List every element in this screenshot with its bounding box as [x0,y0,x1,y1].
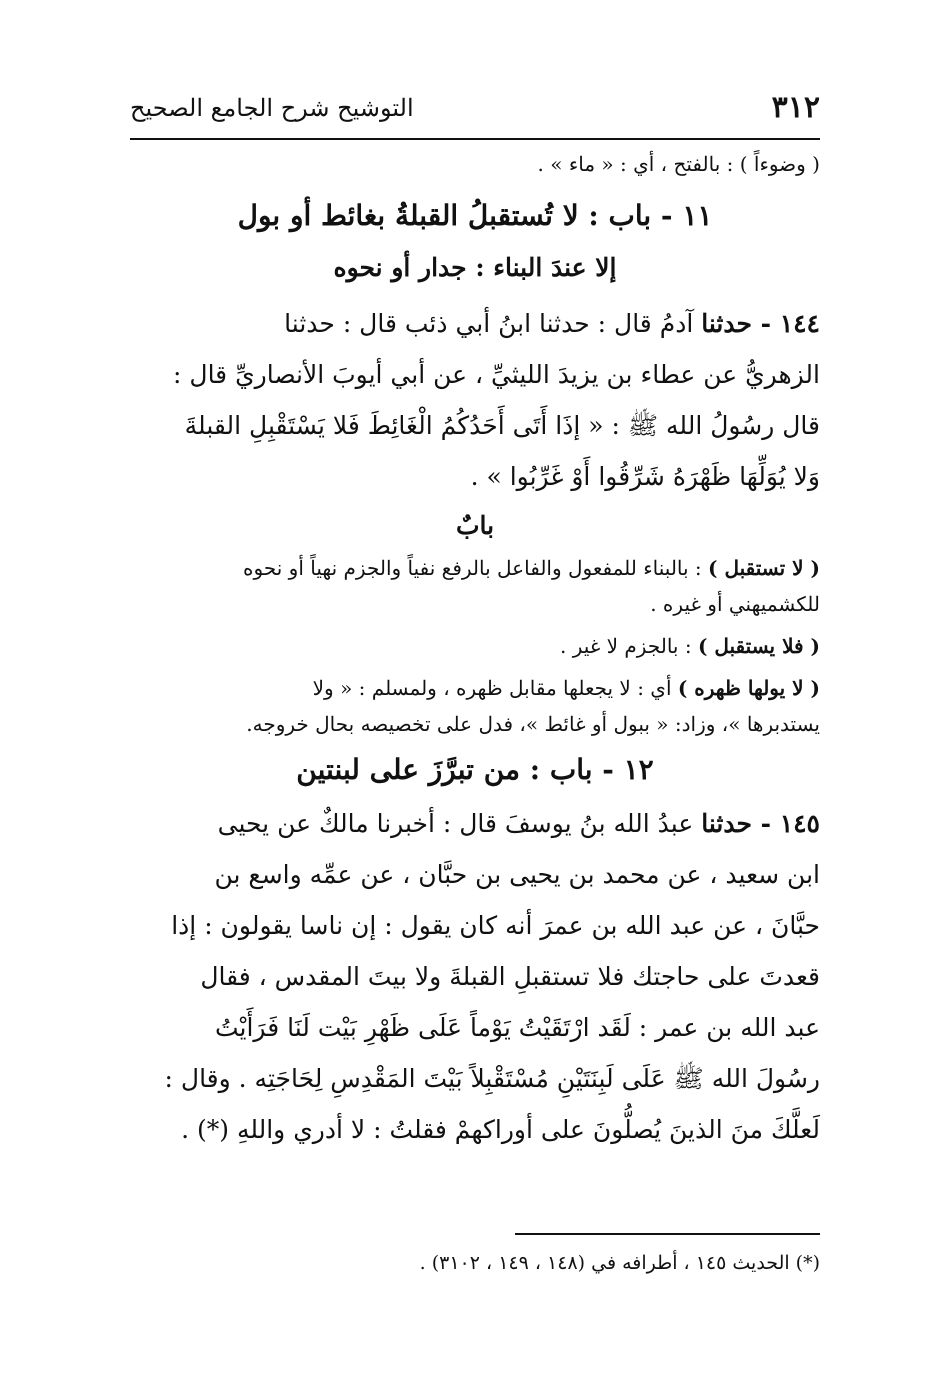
commentary-term: ( لا تستقبل ) [708,556,820,580]
footnote: (*) الحديث ١٤٥ ، أطرافه في (١٤٨ ، ١٤٩ ، ٣١٠٢) . [419,1252,820,1274]
page-header [130,90,820,138]
commentary-line: ( لا يولها ظهره ) أي : لا يجعلها مقابل ظهره ، ولمسلم : « ولا [312,676,820,700]
commentary-item [130,550,820,622]
chapter-12-title: ١٢ - باب : من تبرَّزَ على لبنتين [296,753,654,786]
section-bab: بابٌ [455,511,495,540]
hadith-145-line: ابن سعيد ، عن محمد بن يحيى بن حبَّان ، عن عمِّه واسع بن [214,860,820,889]
commentary-line: ( لا تستقبل ) : بالبناء للمفعول والفاعل بالرفع نفياً والجزم نهياً أو نحوه [243,556,820,580]
hadith-145-line: عبد الله بن عمر : لَقَد ارْتَقَيْتُ يَوْماً عَلَى ظَهْرِ بَيْت لَنَا فَرَأَيْتُ [214,1013,820,1042]
hadith-144-text: آدمُ قال : حدثنا ابنُ أبي ذئب قال : حدثنا [284,309,702,338]
commentary-line: للكشميهني أو غيره . [650,592,820,616]
commentary-line: يستدبرها »، وزاد: « ببول أو غائط »، فدل على تخصيصه بحال خروجه. [246,712,820,736]
commentary-item [130,670,820,742]
hadith-144-line: قال رسُولُ الله ﷺ : « إذَا أَتَى أَحَدُكُمُ الْغَائِطَ فَلا يَسْتَقْبِلِ القبلةَ [184,411,820,440]
hadith-145-line [130,798,820,849]
running-title: التوشيح شرح الجامع الصحيح [130,94,414,122]
hadith-145-line: رسُولَ الله ﷺ عَلَى لَبِنَتَيْنِ مُسْتَقْبِلاً بَيْتَ المَقْدِسِ لِحَاجَتِه . وقال : [164,1064,820,1093]
hadith-144-line: الزهريُّ عن عطاء بن يزيدَ الليثيِّ ، عن أبي أيوبَ الأنصاريِّ قال : [173,360,820,389]
hadith-145 [130,798,820,1155]
intro-note: ( وضوءاً ) : بالفتح ، أي : « ماء » . [537,152,820,176]
page-body [130,146,820,1155]
header-rule [130,138,820,140]
commentary [130,550,820,742]
hadith-144-label: ١٤٤ - حدثنا [701,309,820,338]
hadith-145-line: حبَّانَ ، عن عبد الله بن عمرَ أنه كان يقول : إن ناسا يقولون : إذا [171,911,820,940]
commentary-line: ( فلا يستقبل ) : بالجزم لا غير . [560,634,820,658]
footnote-rule [515,1233,820,1235]
hadith-144-line [130,298,820,349]
hadith-145-text: عبدُ الله بنُ يوسفَ قال : أخبرنا مالكٌ عن يحيى [217,809,702,838]
hadith-145-line: لَعلَّكَ منَ الذينَ يُصلُّونَ على أوراكهمْ فقلتُ : لا أدري واللهِ (*) . [181,1115,820,1144]
hadith-144 [130,298,820,502]
chapter-11-title-line1: ١١ - باب : لا تُستقبلُ القبلةُ بغائط أو بول [237,199,713,232]
commentary-term: ( لا يولها ظهره ) [677,676,820,700]
hadith-145-label: ١٤٥ - حدثنا [701,809,820,838]
commentary-term: ( فلا يستقبل ) [697,634,820,658]
page-number: ٣١٢ [771,90,820,125]
hadith-145-line: قعدتَ على حاجتك فلا تستقبلِ القبلةَ ولا بيتَ المقدس ، فقال [200,962,820,991]
chapter-11-title-line2: إلا عندَ البناء : جدار أو نحوه [333,253,617,282]
hadith-144-line: وَلا يُوَلِّهَا ظَهْرَهُ شَرِّقُوا أَوْ غَرِّبُوا » . [470,462,820,491]
commentary-item [130,628,820,664]
